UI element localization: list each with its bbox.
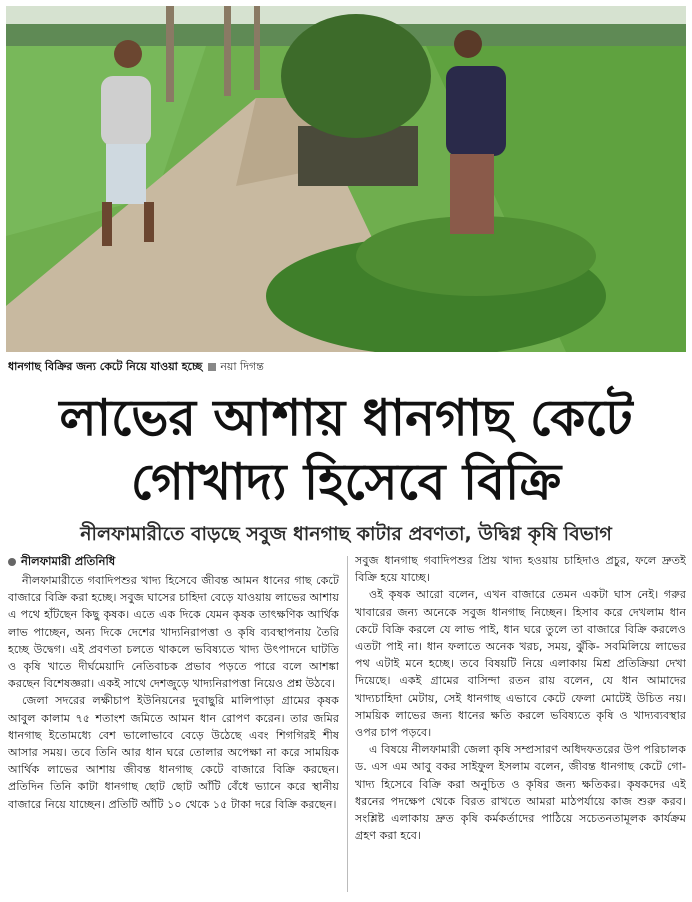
caption-source: নয়া দিগন্ত — [220, 360, 264, 373]
article-column-left — [8, 552, 339, 896]
byline — [8, 552, 339, 570]
paragraph: সবুজ ধানগাছ গবাদিপশুর প্রিয় খাদ্য হওয়ায় চাহিদাও প্রচুর, ফলে দ্রুতই বিক্রি হয়ে যাচ্ছে। — [355, 554, 686, 585]
article-photo — [6, 6, 686, 352]
bullet-icon — [8, 558, 16, 566]
caption-text: ধানগাছ বিক্রির জন্য কেটে নিয়ে যাওয়া হচ্ছে — [8, 360, 203, 373]
column-divider — [347, 556, 348, 892]
headline-line-2: গোখাদ্য হিসেবে বিক্রি — [130, 452, 562, 511]
paragraph: নীলফামারীতে গবাদিপশুর খাদ্য হিসেবে জীবন্ত আমন ধানের গাছ কেটে বাজারে বিক্রি করা হচ্ছে। সবুজ ঘাসের চাহিদা বেড়ে যাওয়ায় লাভের আশায় এ পথে হাঁটছেন কিছু কৃষক। এতে এক দিকে যেমন কৃষক তাৎক্ষণিক আর্থিক লাভ পাচ্ছেন, অন্য দিকে দেশের খাদ্যনিরাপত্তা ও কৃষি ব্যবস্থাপনায় তৈরি হচ্ছে উদ্বেগ। এই প্রবণতা চলতে থাকলে ভবিষ্যতে খাদ্য উৎপাদনে ঘাটতি ও কৃষি খাতে দীর্ঘমেয়াদি নেতিবাচক প্রভাব পড়তে পারে বলে আশঙ্কা করছেন বিশেষজ্ঞরা। একই সাথে দেশজুড়ে খাদ্যনিরাপত্তা নিয়েও প্রশ্ন উঠবে। — [8, 574, 339, 691]
article-column-right — [355, 552, 686, 896]
paragraph: এ বিষয়ে নীলফামারী জেলা কৃষি সম্প্রসারণ অধিদফতরের উপ পরিচালক ড. এস এম আবু বকর সাইফুল ইসলাম বলেন, জীবন্ত ধানগাছ কেটে গো-খাদ্য হিসেবে বিক্রি করা অনুচিত ও কৃষির জন্য ক্ষতিকর। কৃষকদের এই ধরনের পদক্ষেপ থেকে বিরত রাখতে আমরা মাঠপর্যায়ে কাজ শুরু করব। সংশ্লিষ্ট এলাকায় দ্রুত কৃষি কর্মকর্তাদের পাঠিয়ে সচেতনতামূলক কার্যক্রম গ্রহণ করা হবে। — [355, 743, 686, 843]
paragraph: ওই কৃষক আরো বলেন, এখন বাজারে তেমন একটা ঘাস নেই। গরুর খাবারের জন্য অনেকে সবুজ ধানগাছ নিচ্ছেন। হিসাব করে দেখলাম ধান কেটে বিক্রি করলে যে লাভ পাই, ধান ঘরে তুলে তা বাজারে বিক্রি করলেও এতটা পাই না। ধান ফলাতে অনেক খরচ, সময়, ঝুঁকি- সবমিলিয়ে লাভের পথ এটাই মনে হচ্ছে। তবে বিষয়টি নিয়ে এলাকায় মিশ্র প্রতিক্রিয়া দেখা দিয়েছে। একই গ্রামের বাসিন্দা রতন রায় বলেন, যে ধান আমাদের খাদ্যচাহিদা মেটায়, সেই ধানগাছ এভাবে কেটে ফেলা মোটেই উচিত নয়। সাময়িক লাভের জন্য ধানের ক্ষতি করলে ভবিষ্যতে কৃষি ও খাদ্যব্যবস্থার ওপর চাপ পড়বে। — [355, 588, 686, 740]
headline — [0, 386, 692, 518]
photo-caption — [8, 358, 684, 376]
subheadline: নীলফামারীতে বাড়ছে সবুজ ধানগাছ কাটার প্রবণতা, উদ্বিগ্ন কৃষি বিভাগ — [80, 523, 612, 545]
paragraph: জেলা সদরের লক্ষীচাপ ইউনিয়নের দুবাছুরি মালিপাড়া গ্রামের কৃষক আবুল কালাম ৭৫ শতাংশ জমিতে আমন ধান রোপণ করেন। তার জমির ধানগাছ ইতোমধ্যে বেশ ভালোভাবে বেড়ে উঠেছে এবং শিগগিরই শীষ আসার সময়। তবে তিনি আর ধান ঘরে তোলার অপেক্ষা না করে সাময়িক আর্থিক লাভের আশায় জীবন্ত ধানগাছ কেটে বাজারে বিক্রি করছেন। প্রতিদিন তিনি কাটা ধানগাছ ছোট ছোট আঁটি বেঁধে ভ্যানে করে স্থানীয় বাজারে নিয়ে যাচ্ছেন। প্রতিটি আঁটি ১০ থেকে ১৫ টাকা দরে বিক্রি করছেন। — [8, 694, 339, 811]
headline-line-1: লাভের আশায় ধানগাছ কেটে — [59, 388, 633, 447]
rice-field-photo-icon — [6, 6, 686, 352]
byline-text: নীলফামারী প্রতিনিধি — [21, 554, 116, 568]
square-bullet-icon — [208, 363, 216, 371]
